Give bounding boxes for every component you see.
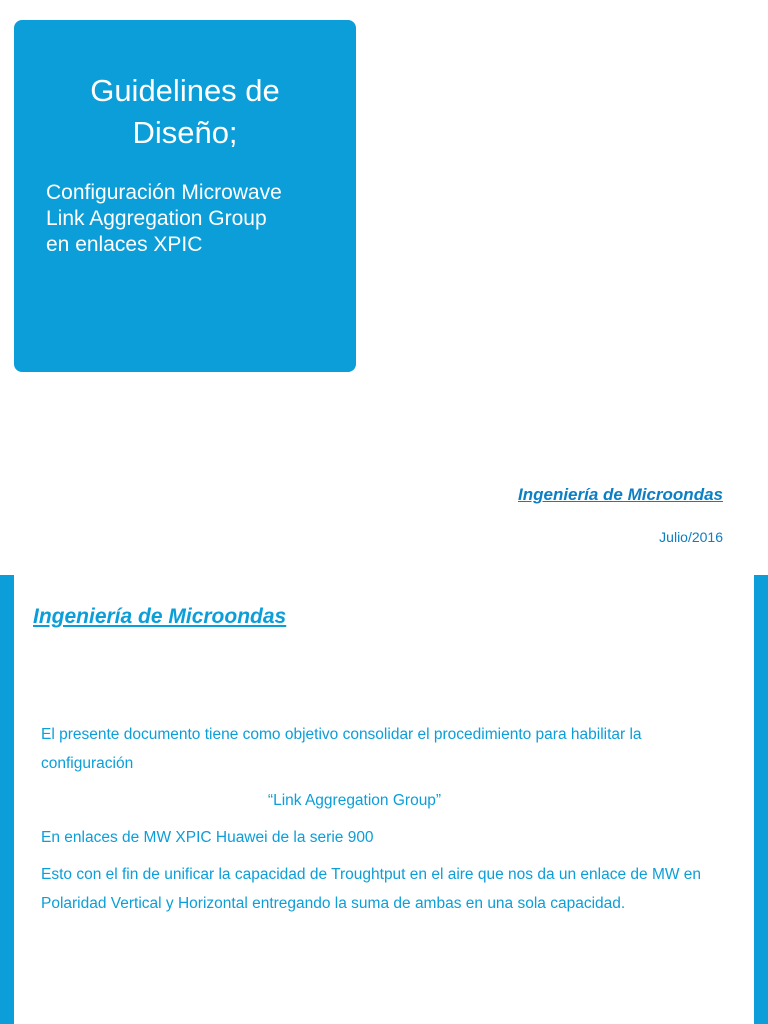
title-box bbox=[14, 20, 356, 372]
cover-organization: Ingeniería de Microondas bbox=[518, 485, 723, 504]
title-line-2: Diseño; bbox=[132, 115, 238, 150]
left-accent-bar bbox=[0, 575, 14, 1024]
cover-date: Julio/2016 bbox=[659, 529, 723, 545]
subtitle-line-1: Configuración Microwave bbox=[46, 181, 282, 204]
document-subtitle bbox=[46, 180, 342, 258]
right-accent-bar bbox=[754, 575, 768, 1024]
paragraph-scope: En enlaces de MW XPIC Huawei de la serie 900 bbox=[41, 829, 374, 846]
second-page bbox=[0, 575, 768, 1024]
subtitle-line-3: en enlaces XPIC bbox=[46, 233, 203, 256]
page-heading: Ingeniería de Microondas bbox=[33, 605, 287, 628]
title-line-1: Guidelines de bbox=[90, 73, 280, 108]
page-body bbox=[33, 720, 736, 926]
quoted-feature: “Link Aggregation Group” bbox=[267, 792, 442, 809]
subtitle-line-2: Link Aggregation Group bbox=[46, 207, 267, 230]
paragraph-objective: El presente documento tiene como objetivo consolidar el procedimiento para habilitar la configuración bbox=[41, 726, 642, 772]
paragraph-purpose: Esto con el fin de unificar la capacidad de Troughtput en el aire que nos da un enlace de MW en Polaridad Vertical y Horizontal entregando la suma de ambas en una sola capacidad. bbox=[41, 866, 702, 912]
document-title bbox=[14, 70, 356, 154]
